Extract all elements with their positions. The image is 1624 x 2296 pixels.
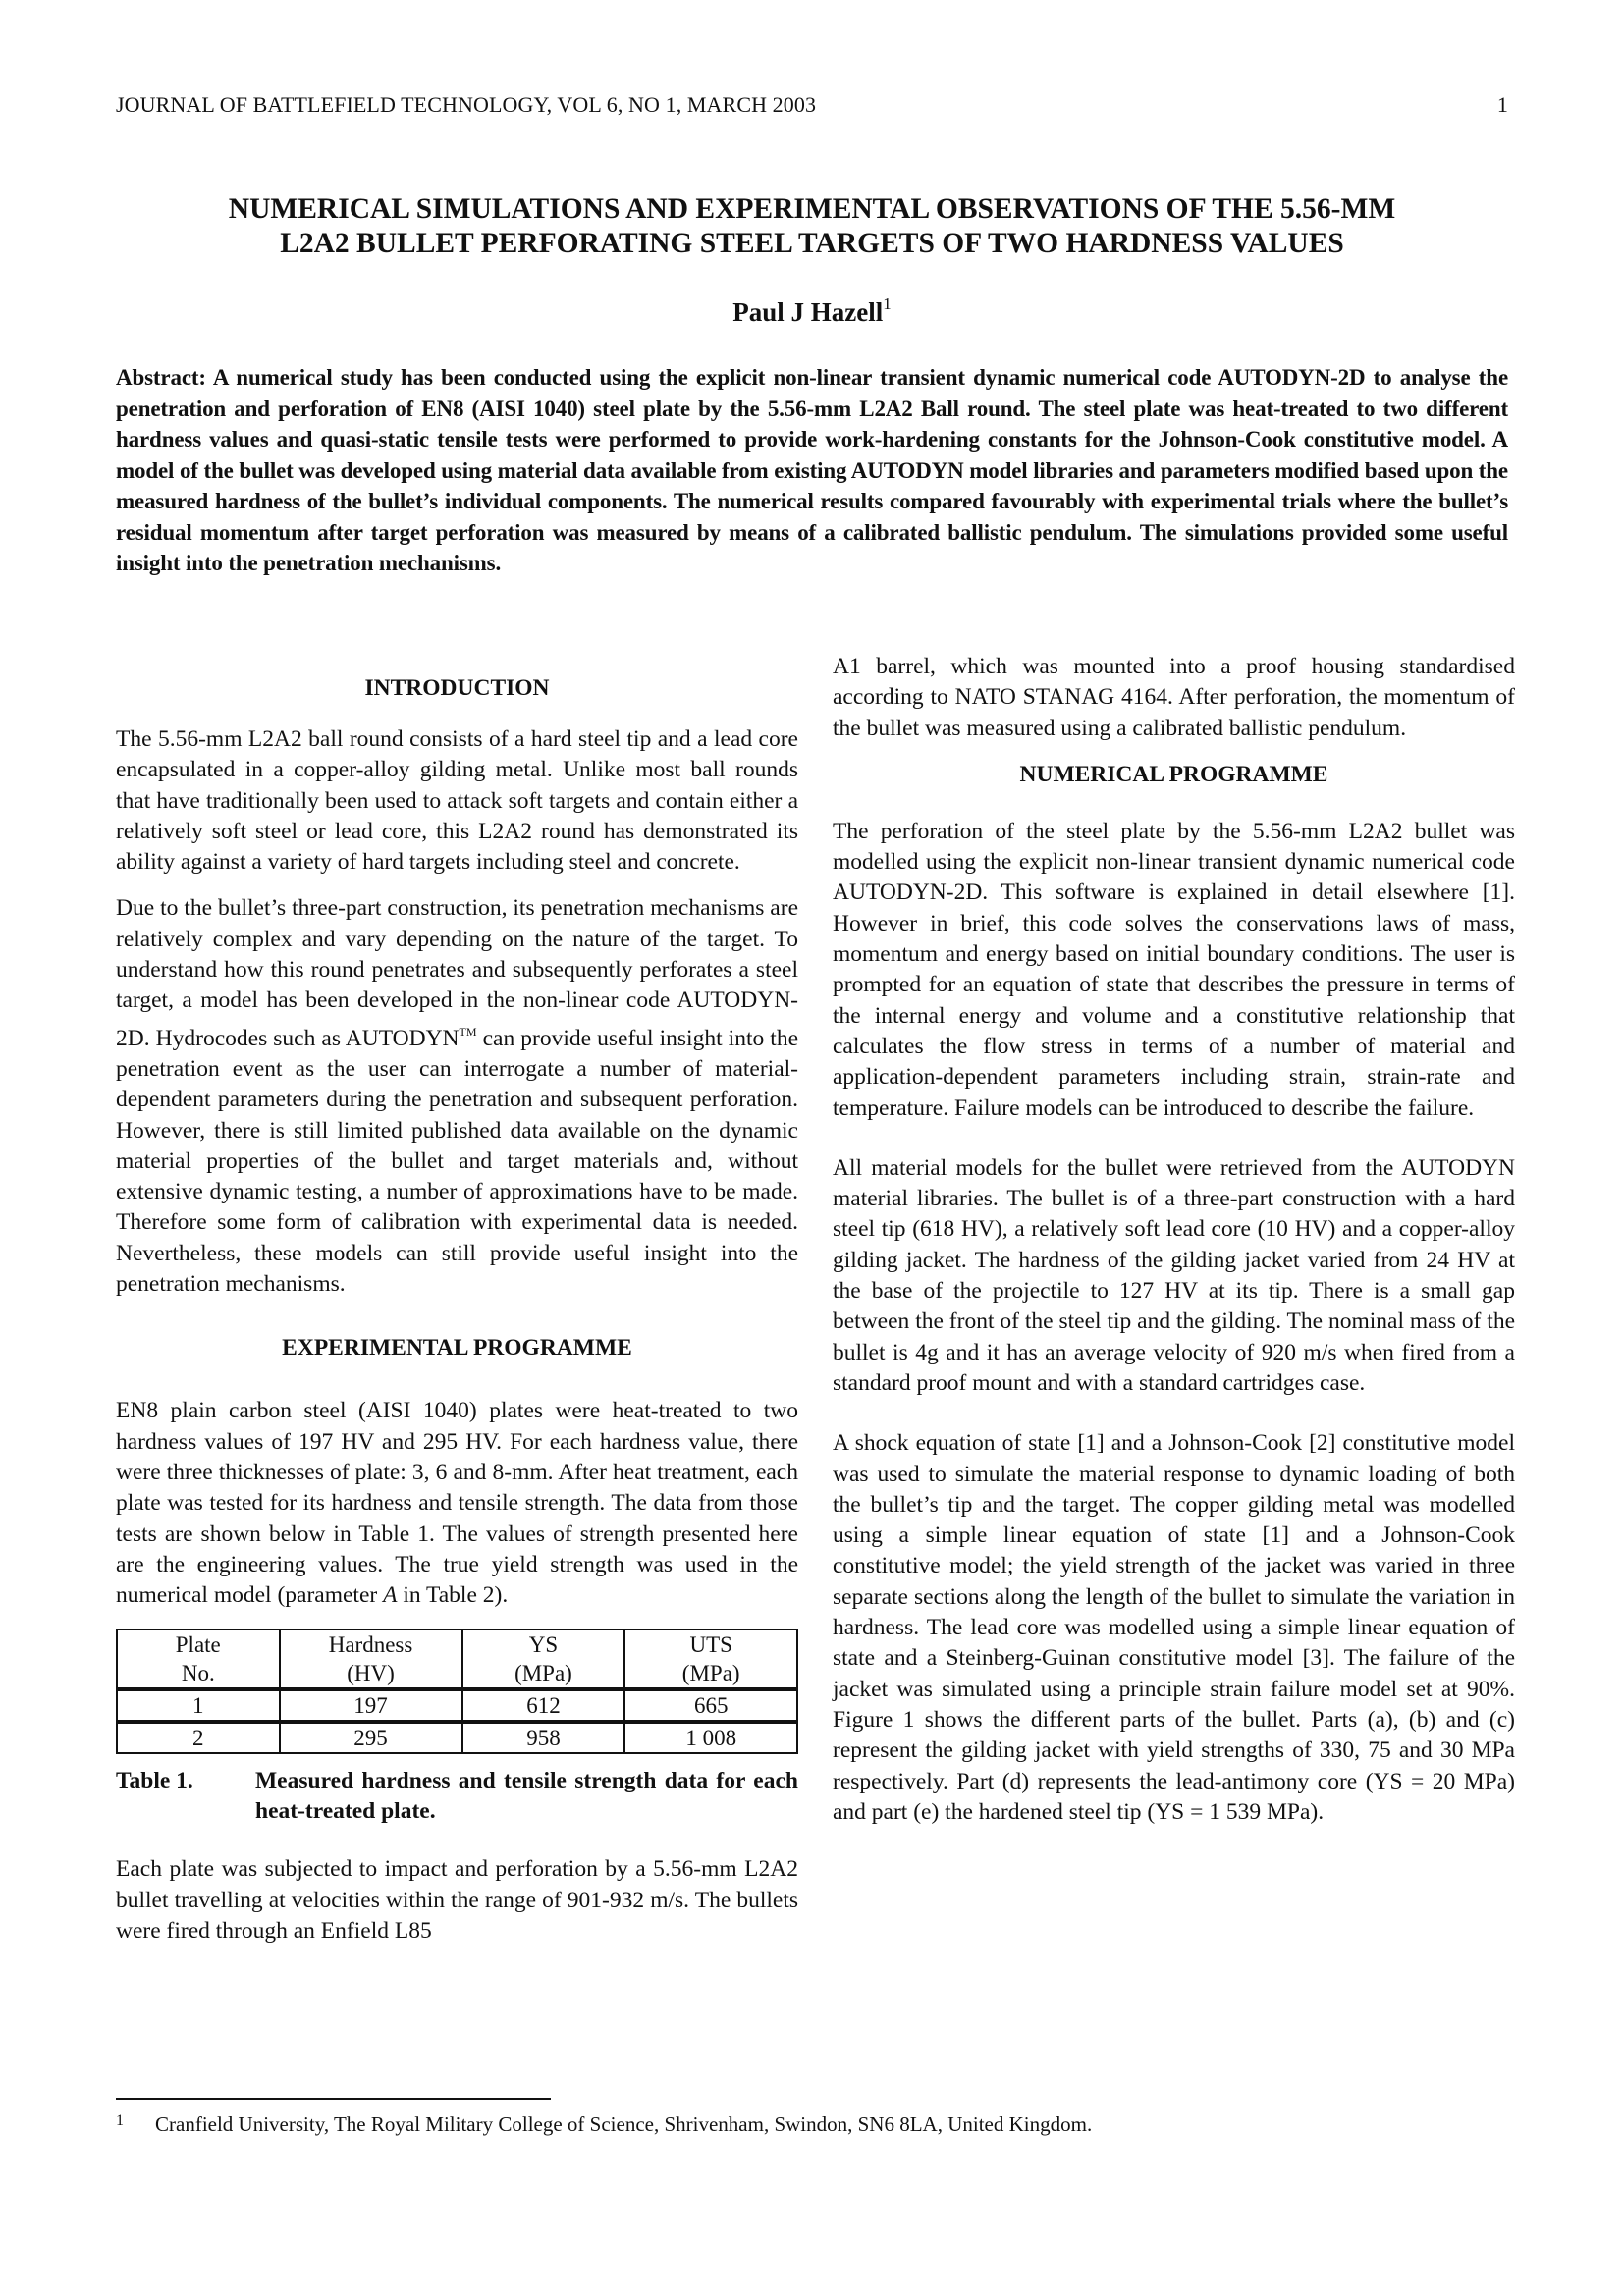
- experimental-paragraph-2: Each plate was subjected to impact and perforation by a 5.56-mm L2A2 bullet travelling at velocities within the range of 901-932 m/s. The bullets were fired through an Enfield L85: [116, 1856, 798, 1945]
- paper-title: [116, 192, 1508, 261]
- table-cell: 1: [117, 1689, 280, 1722]
- header-line: UTS: [689, 1632, 732, 1658]
- intro-paragraph-1: The 5.56-mm L2A2 ball round consists of a hard steel tip and a lead core encapsulated in a copper-alloy gilding metal. Unlike most ball rounds that have traditionally been used to attack soft targets and contain either a relatively soft steel or lead core, this L2A2 round has demonstrated its ability against a variety of hard targets including steel and concrete.: [116, 726, 798, 876]
- numerical-paragraph-3: A shock equation of state [1] and a Johnson-Cook [2] constitutive model was used to simulate the material response to dynamic loading of both the bullet’s tip and the target. The copper gilding metal was modelled using a simple linear equation of state [1] and a Johnson-Cook constitutive model; the yield strength of the jacket was varied in three separate sections along the length of the bullet to simulate the variation in hardness. The lead core was modelled using a simple linear equation of state and a Steinberg-Guinan constitutive model [3]. The failure of the jacket was simulated using a principle strain failure model set at 90%. Figure 1 shows the different parts of the bullet. Parts (a), (b) and (c) represent the gilding jacket with yield strengths of 330, 75 and 30 MPa respectively. Part (d) represents the lead-antimony core (YS = 20 MPa) and part (e) the hardened steel tip (YS = 1 539 MPa).: [833, 1430, 1515, 1825]
- table-header-ys: [462, 1629, 625, 1689]
- table-row: [117, 1722, 797, 1753]
- header-line: YS: [528, 1632, 559, 1658]
- title-line-1: NUMERICAL SIMULATIONS AND EXPERIMENTAL OBSERVATIONS OF THE 5.56-MM: [228, 193, 1396, 225]
- experimental-paragraph-1-part-b: in Table 2).: [397, 1582, 509, 1609]
- left-column: [116, 656, 798, 1962]
- table-row: [117, 1689, 797, 1722]
- table-cell: 2: [117, 1722, 280, 1753]
- numerical-paragraph-1: The perforation of the steel plate by the 5.56-mm L2A2 bullet was modelled using the explicit non-linear transient dynamic numerical code AUTODYN-2D. This software is explained in detail elsewhere [1]. However in brief, this code solves the conservations laws of mass, momentum and energy based on initial boundary conditions. The user is prompted for an equation of state that describes the pressure in terms of the internal energy and volume and a constitutive relationship that calculates the flow stress in terms of a number of material and application-dependent parameters including strain, strain-rate and temperature. Failure models can be introduced to describe the failure.: [833, 818, 1515, 1121]
- table-1: [116, 1629, 798, 1754]
- table-header-hardness: [280, 1629, 462, 1689]
- header-line: No.: [181, 1661, 215, 1686]
- header-line: Hardness: [328, 1632, 413, 1658]
- caption-number: Table 1.: [116, 1768, 193, 1794]
- section-heading-introduction: INTRODUCTION: [364, 675, 550, 701]
- section-heading-numerical: NUMERICAL PROGRAMME: [1019, 761, 1328, 787]
- abstract: Abstract: A numerical study has been conducted using the explicit non-linear transient dynamic numerical code AUTODYN-2D to analyse the penetration and perforation of EN8 (AISI 1040) steel plate by the 5.56-mm L2A2 Ball round. The steel plate was heat-treated to two different hardness values and quasi-static tensile tests were performed to provide work-hardening constants for the Johnson-Cook constitutive model. A model of the bullet was developed using material data available from existing AUTODYN model libraries and parameters modified based upon the measured hardness of the bullet’s individual components. The numerical results compared favourably with experimental trials where the bullet’s residual momentum after target perforation was measured by means of a calibrated ballistic pendulum. The simulations provided some useful insight into the penetration mechanisms.: [116, 365, 1508, 575]
- intro-paragraph-2-part-a: Due to the bullet’s three-part construction, its penetration mechanisms are relatively complex and vary depending on the nature of the target. To understand how this round penetrates and subsequently perforates a steel target, a model has been developed in the non-linear code AUTODYN-2D. Hydrocodes such as AUTODYN: [116, 895, 798, 1051]
- table-cell: 612: [462, 1689, 625, 1722]
- table-cell: 958: [462, 1722, 625, 1753]
- parameter-a: A: [383, 1582, 398, 1609]
- table-cell: 197: [280, 1689, 462, 1722]
- author: [116, 294, 1508, 328]
- author-name: Paul J Hazell: [732, 297, 884, 327]
- intro-paragraph-2-part-b: can provide useful insight into the penetration event as the user can interrogate a number of material-dependent parameters during the penetration and subsequent perforation. However, there is still limited published data available on the dynamic material properties of the bullet and target materials and, without extensive dynamic testing, a number of approximations have to be made. Therefore some form of calibration with experimental data is needed. Nevertheless, these models can still provide useful insight into the penetration mechanisms.: [116, 1025, 799, 1298]
- numerical-paragraph-2: All material models for the bullet were retrieved from the AUTODYN material libraries. The bullet is of a three-part construction with a hard steel tip (618 HV), a relatively soft lead core (10 HV) and a copper-alloy gilding jacket. The hardness of the gilding jacket varied from 24 HV at the base of the projectile to 127 HV at its tip. There is a small gap between the front of the steel tip and the gilding. The nominal mass of the bullet is 4g and it has an average velocity of 920 m/s when fired from a standard proof mount and with a standard cartridges case.: [833, 1154, 1515, 1396]
- table-header-row: [117, 1629, 797, 1689]
- footnote-text: Cranfield University, The Royal Military College of Science, Shrivenham, Swindon, SN6 8LA, United Kingdom.: [155, 2112, 1093, 2136]
- header-line: (MPa): [681, 1661, 740, 1686]
- table-cell: 665: [624, 1689, 797, 1722]
- table-header-uts: [624, 1629, 797, 1689]
- experimental-paragraph-1: [116, 1396, 798, 1611]
- header-line: Plate: [175, 1632, 221, 1658]
- intro-paragraph-2: [116, 893, 798, 1300]
- experimental-paragraph-1-part-a: EN8 plain carbon steel (AISI 1040) plates were heat-treated to two hardness values of 197 HV and 295 HV. For each hardness value, there were three thicknesses of plate: 3, 6 and 8-mm. After heat treatment, each plate was tested for its hardness and tensile strength. The data from those tests are shown below in Table 1. The values of strength presented here are the engineering values. The true yield strength was used in the numerical model (parameter: [116, 1398, 798, 1609]
- footnote-divider: [116, 2098, 551, 2100]
- table-cell: 295: [280, 1722, 462, 1753]
- header-line: (HV): [347, 1661, 395, 1686]
- footnote-mark: 1: [116, 2112, 124, 2129]
- caption-text: Measured hardness and tensile strength data for each heat-treated plate.: [255, 1768, 798, 1825]
- trademark-mark: TM: [459, 1024, 477, 1039]
- page-number: 1: [1496, 92, 1508, 117]
- header-line: (MPa): [514, 1661, 572, 1686]
- section-heading-experimental: EXPERIMENTAL PROGRAMME: [282, 1335, 632, 1362]
- right-column: [833, 652, 1515, 1843]
- journal-name: JOURNAL OF BATTLEFIELD TECHNOLOGY, VOL 6, NO 1, MARCH 2003: [116, 92, 817, 117]
- title-line-2: L2A2 BULLET PERFORATING STEEL TARGETS OF TWO HARDNESS VALUES: [280, 228, 1344, 259]
- table-1-caption: [116, 1766, 798, 1827]
- footnote: [116, 2112, 1092, 2137]
- table-cell: 1 008: [624, 1722, 797, 1753]
- author-footnote-mark: 1: [883, 294, 892, 313]
- running-head: [116, 92, 1508, 118]
- continued-paragraph: A1 barrel, which was mounted into a proof housing standardised according to NATO STANAG 4164. After perforation, the momentum of the bullet was measured using a calibrated ballistic pendulum.: [833, 654, 1515, 741]
- table-header-plate: [117, 1629, 280, 1689]
